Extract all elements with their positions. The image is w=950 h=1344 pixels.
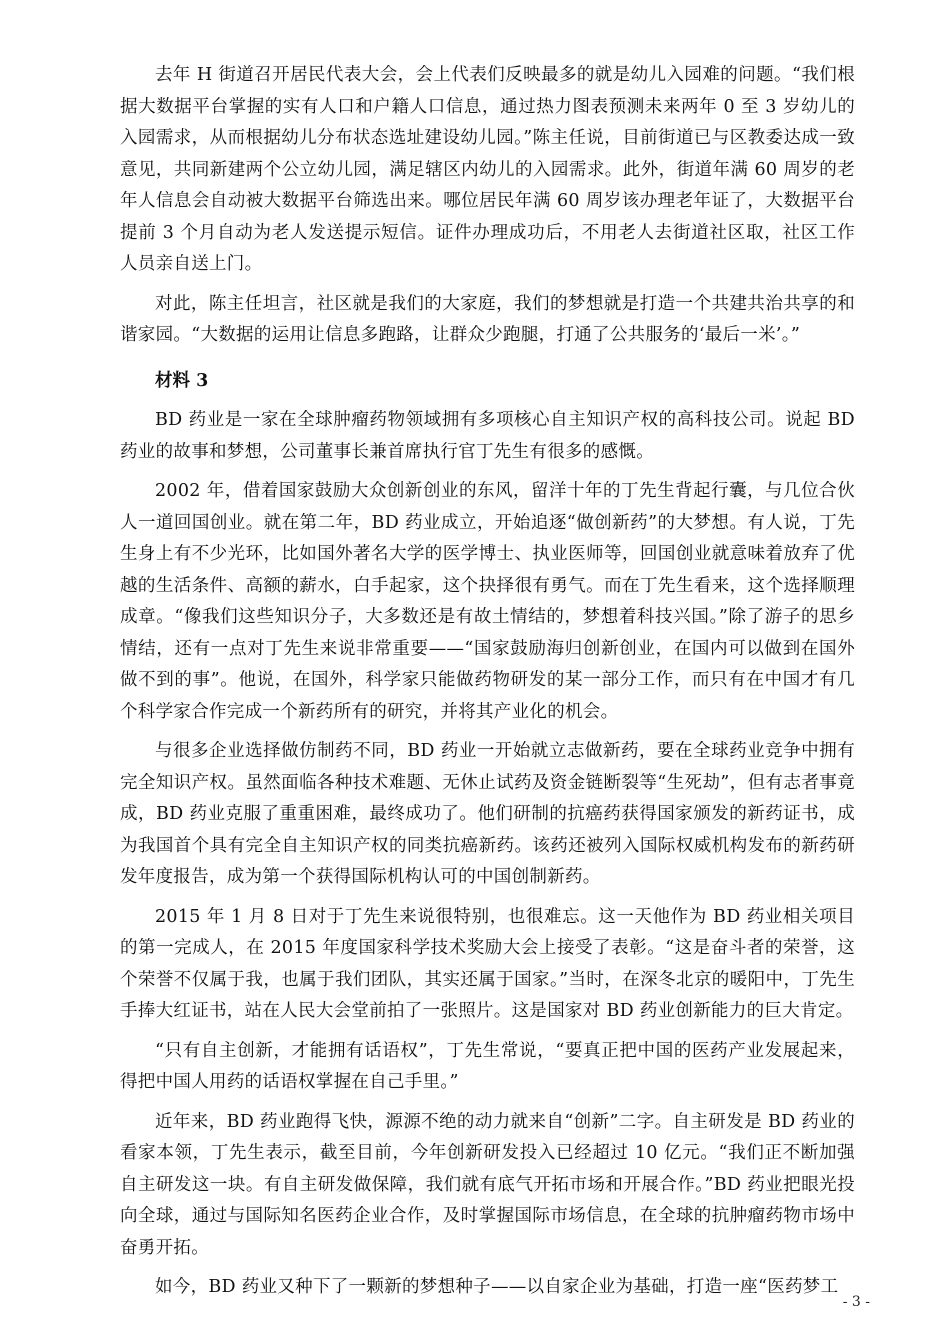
paragraph: 对此，陈主任坦言，社区就是我们的大家庭，我们的梦想就是打造一个共建共治共享的和谐家园。“大数据的运用让信息多跑路，让群众少跑腿，打通了公共服务的‘最后一米’。”: [120, 293, 855, 345]
paragraph: 近年来，BD 药业跑得飞快，源源不绝的动力就来自“创新”二字。自主研发是 BD 药业的看家本领，丁先生表示，截至目前，今年创新研发投入已经超过 10 亿元。“我们正不断加强自主研发这一块。有自主研发做保障，我们就有底气开拓市场和开展合作。”BD 药业把眼光投向全球，通过与国际知名医药企业合作，及时掌握国际市场信息，在全球的抗肿瘤药物市场中奋勇开拓。: [120, 1111, 855, 1258]
section-heading: 材料 3: [155, 370, 209, 391]
paragraph: 如今，BD 药业又种下了一颗新的梦想种子——以自家企业为基础，打造一座“医药梦工: [155, 1277, 839, 1297]
paragraph: 与很多企业选择做仿制药不同，BD 药业一开始就立志做新药，要在全球药业竞争中拥有完全知识产权。虽然面临各种技术难题、无休止试药及资金链断裂等“生死劫”，但有志者事竟成，BD 药业克服了重重困难，最终成功了。他们研制的抗癌药获得国家颁发的新药证书，成为我国首个具有完全自主知识产权的同类抗癌新药。该药还被列入国际权威机构发布的新药研发年度报告，成为第一个获得国际机构认可的中国创制新药。: [120, 741, 855, 887]
paragraph: 去年 H 街道召开居民代表大会，会上代表们反映最多的就是幼儿入园难的问题。“我们根据大数据平台掌握的实有人口和户籍人口信息，通过热力图表预测未来两年 0 至 3 岁幼儿的入园需求，从而根据幼儿分布状态选址建设幼儿园。”陈主任说，目前街道已与区教委达成一致意见，共同新建两个公立幼儿园，满足辖区内幼儿的入园需求。此外，街道年满 60 周岁的老年人信息会自动被大数据平台筛选出来。哪位居民年满 60 周岁该办理老年证了，大数据平台提前 3 个月自动为老人发送提示短信。证件办理成功后，不用老人去街道社区取，社区工作人员亲自送上门。: [120, 65, 855, 274]
paragraph: 2002 年，借着国家鼓励大众创新创业的东风，留洋十年的丁先生背起行囊，与几位合伙人一道回国创业。就在第二年，BD 药业成立，开始追逐“做创新药”的大梦想。有人说，丁先生身上有不少光环，比如国外著名大学的医学博士、执业医师等，回国创业就意味着放弃了优越的生活条件、高额的薪水，白手起家，这个抉择很有勇气。而在丁先生看来，这个选择顺理成章。“像我们这些知识分子，大多数还是有故土情结的，梦想着科技兴国。”除了游子的思乡情结，还有一点对丁先生来说非常重要——“国家鼓励海归创新创业，在国内可以做到在国外做不到的事”。他说，在国外，科学家只能做药物研发的某一部分工作，而只有在中国才有几个科学家合作完成一个新药所有的研究，并将其产业化的机会。: [120, 481, 855, 722]
page-number: - 3 -: [842, 1294, 870, 1310]
paragraph: 2015 年 1 月 8 日对于丁先生来说很特别，也很难忘。这一天他作为 BD 药业相关项目的第一完成人，在 2015 年度国家科学技术奖励大会上接受了表彰。“这是奋斗者的荣誉，这个荣誉不仅属于我，也属于我们团队，其实还属于国家。”当时，在深冬北京的暖阳中，丁先生手捧大红证书，站在人民大会堂前拍了一张照片。这是国家对 BD 药业创新能力的巨大肯定。: [120, 906, 855, 1021]
paragraph: “只有自主创新，才能拥有话语权”，丁先生常说，“要真正把中国的医药产业发展起来，得把中国人用药的话语权掌握在自己手里。”: [120, 1040, 855, 1092]
document-body: [120, 60, 855, 1312]
paragraph: BD 药业是一家在全球肿瘤药物领域拥有多项核心自主知识产权的高科技公司。说起 BD 药业的故事和梦想，公司董事长兼首席执行官丁先生有很多的感慨。: [120, 410, 855, 462]
